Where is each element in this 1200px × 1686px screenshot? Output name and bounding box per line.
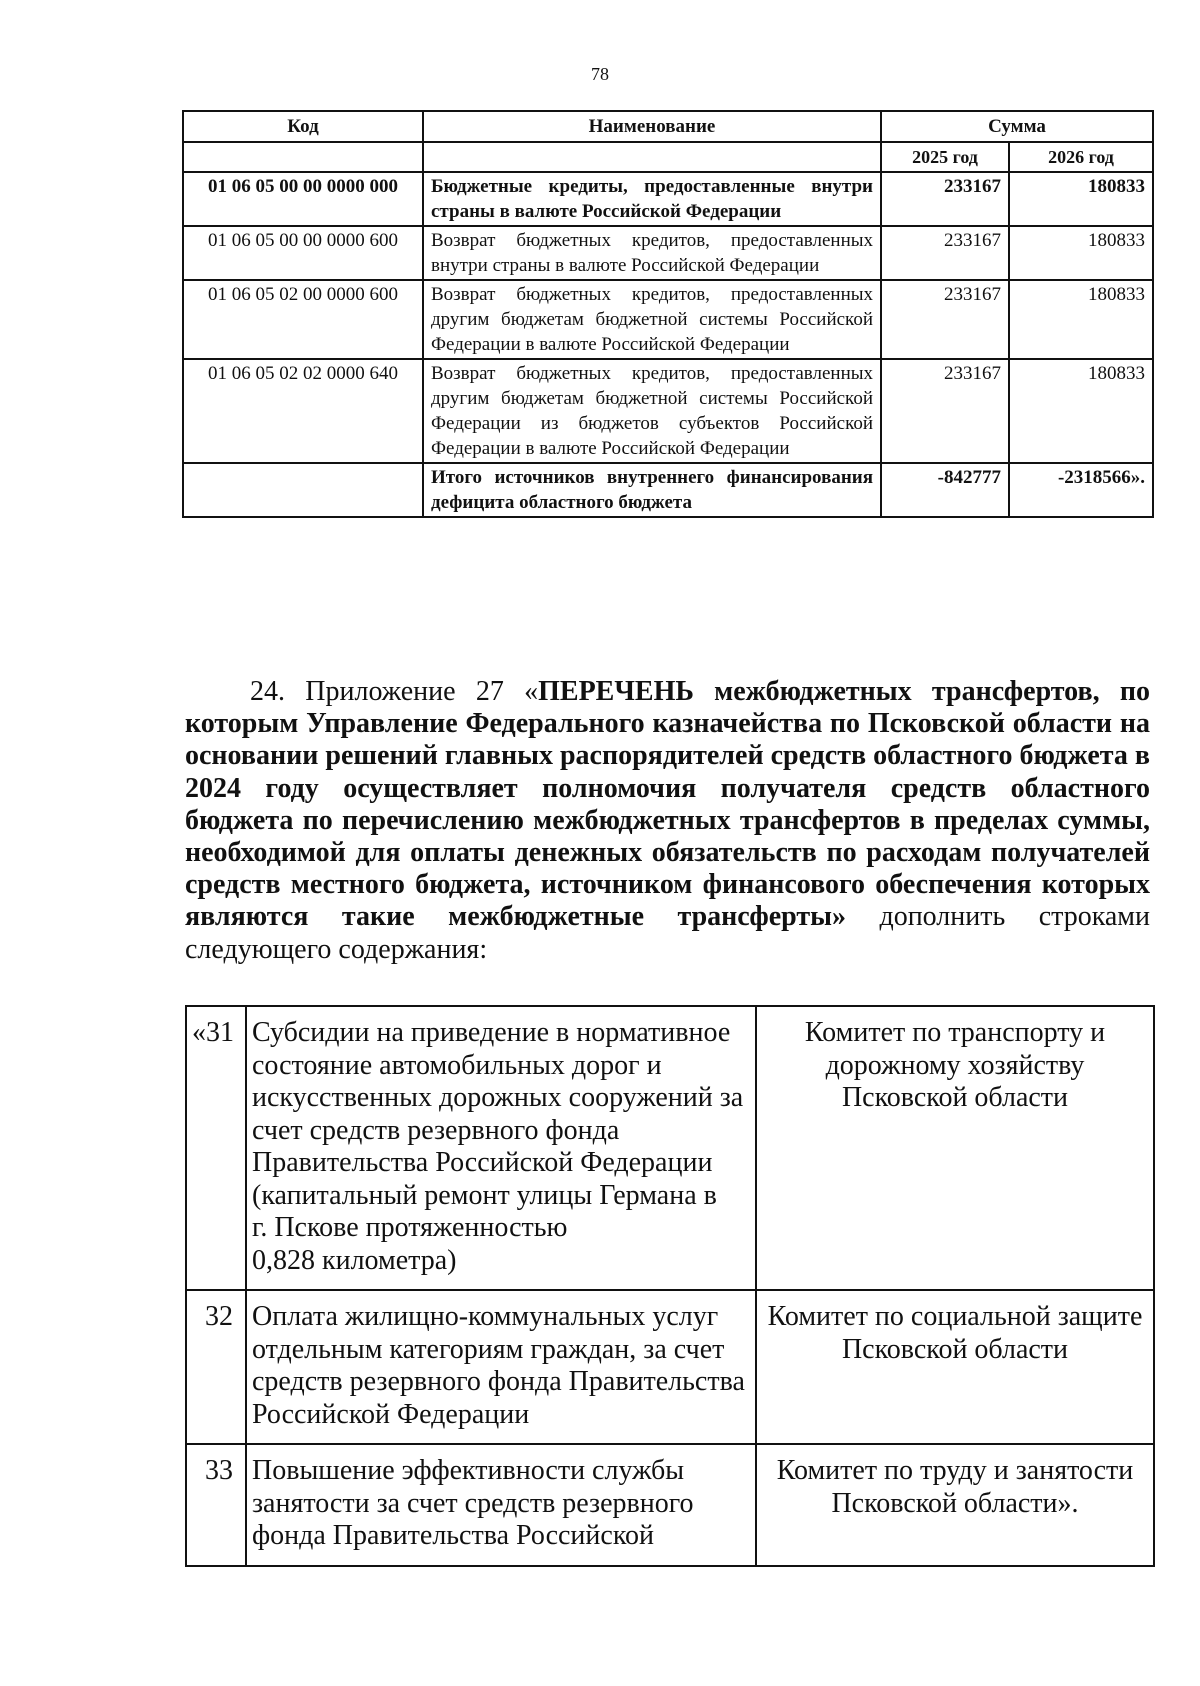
code-cell <box>183 463 423 517</box>
name-cell: Возврат бюджетных кредитов, предоставленных другим бюджетам бюджетной системы Российской Федерации из бюджетов субъектов Российской Федерации в валюте Российской Федерации <box>423 359 881 463</box>
committee-line: Комитет по транспорту и <box>804 1017 1106 1048</box>
committee-line: Псковской области». <box>831 1487 1079 1519</box>
list-item <box>186 1290 1154 1444</box>
description-line: средств резервного фонда Правительства <box>252 1366 745 1397</box>
committee <box>756 1290 1154 1444</box>
description-line: Субсидии на приведение в нормативное <box>252 1017 731 1048</box>
sum-2026-cell: 180833 <box>1009 280 1153 359</box>
header-code: Код <box>183 111 423 142</box>
row-number: 33 <box>186 1444 246 1566</box>
header-name: Наименование <box>423 111 881 142</box>
description-line: (капитальный ремонт улицы Германа в <box>252 1179 717 1211</box>
sum-2026-cell: 180833 <box>1009 359 1153 463</box>
transfers-table-body <box>186 1006 1154 1566</box>
row-number: 32 <box>186 1290 246 1444</box>
committee-line: Псковской области <box>841 1333 1069 1365</box>
paragraph-lead: 24. Приложение 27 « <box>250 676 539 707</box>
name-cell: Возврат бюджетных кредитов, предоставленных другим бюджетам бюджетной системы Российской Федерации в валюте Российской Федерации <box>423 280 881 359</box>
table-row <box>183 463 1153 517</box>
sum-2026-cell: 180833 <box>1009 226 1153 280</box>
description-line: Российской Федерации <box>252 1398 530 1430</box>
name-cell: Итого источников внутреннего финансирования дефицита областного бюджета <box>423 463 881 517</box>
committee-line: Комитет по труду и занятости <box>776 1455 1134 1486</box>
table-row <box>183 280 1153 359</box>
sum-2026-cell: -2318566». <box>1009 463 1153 517</box>
page-number: 78 <box>591 64 609 84</box>
description-line: счет средств резервного фонда <box>252 1114 620 1146</box>
code-cell: 01 06 05 02 02 0000 640 <box>183 359 423 463</box>
transfer-description <box>246 1444 756 1566</box>
description-line: занятости за счет средств резервного <box>252 1487 694 1519</box>
header-sum: Сумма <box>881 111 1153 142</box>
transfers-table <box>185 1005 1155 1567</box>
code-cell: 01 06 05 00 00 0000 600 <box>183 226 423 280</box>
table-row <box>183 359 1153 463</box>
committee-line: Комитет по социальной защите <box>767 1301 1143 1332</box>
description-line: г. Пскове протяженностью <box>252 1212 568 1243</box>
paragraph-bold-text: ПЕРЕЧЕНЬ межбюджетных трансфертов, по которым Управление Федерального казначейства по Псковской области на основании решений главных распорядителей средств областного бюджета в 2024 году осуществляет полномочия получателя средств областного бюджета по перечислению межбюджетных трансфертов в пределах суммы, необходимой для оплаты денежных обязательств по расходам получателей средств местного бюджета, источником финансового обеспечения которых являются такие межбюджетные трансферты» <box>185 676 1150 933</box>
amendment-paragraph <box>185 676 1150 966</box>
description-line: отдельным категориям граждан, за счет <box>252 1333 725 1365</box>
transfer-description <box>246 1006 756 1290</box>
row-number: «31 <box>186 1006 246 1290</box>
description-line: Правительства Российской Федерации <box>252 1147 713 1178</box>
sources-table-body <box>183 172 1153 517</box>
committee-line: Псковской области <box>841 1082 1069 1113</box>
header-year-2026: 2026 год <box>1009 142 1153 172</box>
committee <box>756 1006 1154 1290</box>
header-year-2025: 2025 год <box>881 142 1009 172</box>
name-cell: Возврат бюджетных кредитов, предоставленных внутри страны в валюте Российской Федерации <box>423 226 881 280</box>
description-line: Повышение эффективности службы <box>252 1455 685 1486</box>
description-line: искусственных дорожных сооружений за <box>252 1082 744 1113</box>
description-line: фонда Правительства Российской <box>252 1520 654 1551</box>
table-row <box>183 172 1153 226</box>
sources-table <box>182 110 1154 518</box>
description-line: Оплата жилищно-коммунальных услуг <box>252 1301 719 1332</box>
header-name-empty <box>423 142 881 172</box>
description-line: состояние автомобильных дорог и <box>252 1049 662 1081</box>
code-cell: 01 06 05 00 00 0000 000 <box>183 172 423 226</box>
transfer-description <box>246 1290 756 1444</box>
code-cell: 01 06 05 02 00 0000 600 <box>183 280 423 359</box>
sum-2025-cell: 233167 <box>881 172 1009 226</box>
sum-2025-cell: 233167 <box>881 280 1009 359</box>
sum-2025-cell: 233167 <box>881 359 1009 463</box>
sum-2025-cell: -842777 <box>881 463 1009 517</box>
committee <box>756 1444 1154 1566</box>
header-code-empty <box>183 142 423 172</box>
list-item <box>186 1444 1154 1566</box>
committee-line: дорожному хозяйству <box>825 1049 1085 1081</box>
table-row <box>183 226 1153 280</box>
list-item <box>186 1006 1154 1290</box>
sum-2026-cell: 180833 <box>1009 172 1153 226</box>
paragraph-tail: дополнить строками следующего содержания: <box>185 901 1151 965</box>
sum-2025-cell: 233167 <box>881 226 1009 280</box>
name-cell: Бюджетные кредиты, предоставленные внутри страны в валюте Российской Федерации <box>423 172 881 226</box>
description-line: 0,828 километра) <box>252 1244 457 1276</box>
